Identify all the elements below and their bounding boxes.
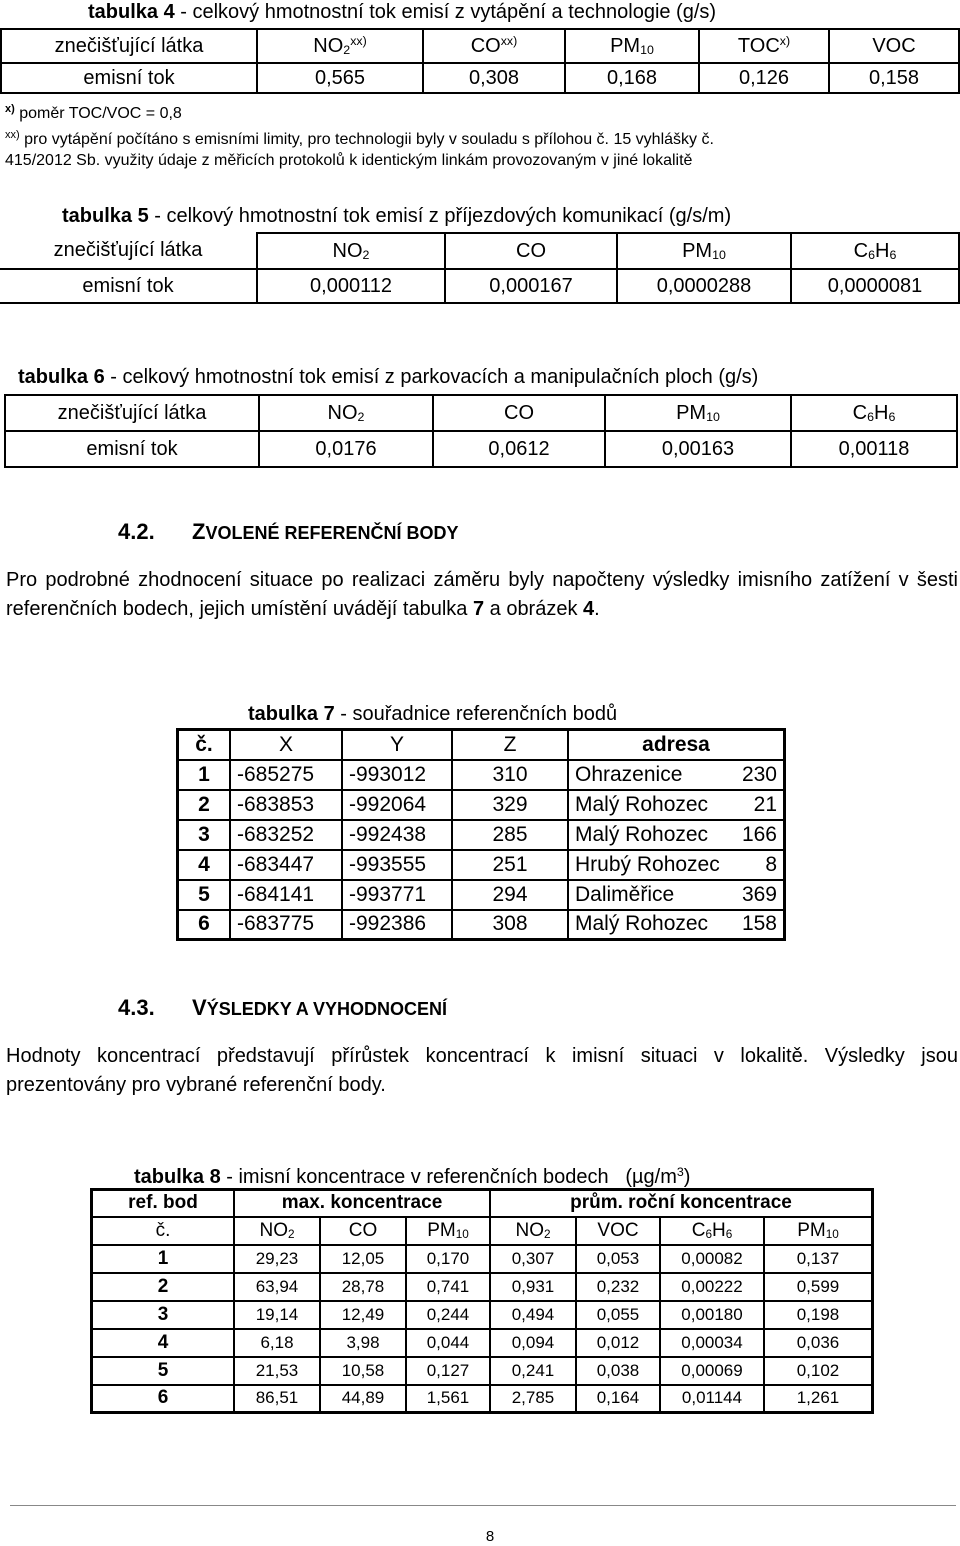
table8-cell: 0,055 bbox=[576, 1301, 660, 1329]
table7-cell: Hrubý Rohozec bbox=[568, 850, 737, 880]
table5-value-row bbox=[0, 269, 959, 303]
table4-cell: 0,308 bbox=[423, 63, 565, 93]
table8-cell: 0,741 bbox=[406, 1273, 490, 1301]
table5-row-header: znečišťující látka bbox=[0, 233, 257, 269]
table8-cell: 6,18 bbox=[234, 1329, 320, 1357]
table8-cell: 28,78 bbox=[320, 1273, 406, 1301]
table6-row-header: znečišťující látka bbox=[5, 395, 259, 431]
table6-caption bbox=[18, 365, 758, 389]
table8-caption-text: - imisní koncentrace v referenčních bodech (µg/m bbox=[220, 1165, 677, 1188]
section-4-3-heading: 4.3. VÝSLEDKY A VYHODNOCENÍ bbox=[118, 995, 448, 1020]
section-number: 4.2. bbox=[118, 519, 155, 544]
table8-cell: 0,00082 bbox=[660, 1245, 764, 1273]
table8-row bbox=[92, 1357, 873, 1385]
table7-cell: 1 bbox=[178, 760, 231, 790]
table8-cell: 0,012 bbox=[576, 1329, 660, 1357]
table7-row bbox=[178, 760, 785, 790]
table5-col-c6h6: $C_6H_6$ bbox=[791, 233, 959, 269]
table6-cell: 0,00163 bbox=[605, 431, 791, 467]
table4-col-pm10: $PM_{10}$ bbox=[565, 29, 699, 63]
table5-col-co: CO bbox=[445, 233, 617, 269]
table8-cell: 0,127 bbox=[406, 1357, 490, 1385]
page-number: 8 bbox=[485, 1528, 495, 1545]
table8-cell: 0,170 bbox=[406, 1245, 490, 1273]
table7-header-row bbox=[178, 730, 785, 760]
table7-cell: -683775 bbox=[230, 910, 342, 940]
table8-subheader: $NO_2$ bbox=[234, 1217, 320, 1245]
table8-subheader: VOC bbox=[576, 1217, 660, 1245]
table8-header-avg: prům. roční koncentrace bbox=[490, 1190, 873, 1217]
table8-cell: 0,044 bbox=[406, 1329, 490, 1357]
table4-col-voc: VOC bbox=[829, 29, 959, 63]
table8-cell: 0,102 bbox=[764, 1357, 873, 1385]
table8-header-row-1 bbox=[92, 1190, 873, 1217]
table6-col-no2: $NO_2$ bbox=[259, 395, 433, 431]
table7-header: adresa bbox=[568, 730, 785, 760]
table8-cell: 0,244 bbox=[406, 1301, 490, 1329]
table5-caption bbox=[62, 204, 731, 228]
table7-header: Z bbox=[452, 730, 568, 760]
table8-cell: 0,494 bbox=[490, 1301, 576, 1329]
table7-cell: 21 bbox=[737, 790, 784, 820]
table8-cell: 6 bbox=[92, 1385, 235, 1413]
table8-cell: 0,01144 bbox=[660, 1385, 764, 1413]
table7-cell: -992064 bbox=[342, 790, 452, 820]
table5-cell: 0,0000288 bbox=[617, 269, 791, 303]
table7-cell: 4 bbox=[178, 850, 231, 880]
table7-cell: 2 bbox=[178, 790, 231, 820]
table4-caption-label: tabulka 4 bbox=[88, 1, 175, 23]
table7-cell: 285 bbox=[452, 820, 568, 850]
table8-subheader: CO bbox=[320, 1217, 406, 1245]
table8-row bbox=[92, 1245, 873, 1273]
table8-row bbox=[92, 1329, 873, 1357]
table8-cell: 0,198 bbox=[764, 1301, 873, 1329]
table4-row-label: emisní tok bbox=[1, 63, 257, 93]
table8-header-row-2 bbox=[92, 1217, 873, 1245]
table7-row bbox=[178, 850, 785, 880]
table8-cell: 19,14 bbox=[234, 1301, 320, 1329]
table4-cell: 0,158 bbox=[829, 63, 959, 93]
table4 bbox=[0, 28, 960, 94]
table7-cell: -993555 bbox=[342, 850, 452, 880]
table8-cell: 0,094 bbox=[490, 1329, 576, 1357]
table6 bbox=[4, 394, 958, 468]
table8-cell: 5 bbox=[92, 1357, 235, 1385]
table8-cell: 0,307 bbox=[490, 1245, 576, 1273]
table8-cell: 0,036 bbox=[764, 1329, 873, 1357]
table5-col-pm10: $PM_{10}$ bbox=[617, 233, 791, 269]
table8-cell: 0,931 bbox=[490, 1273, 576, 1301]
table5-row-label: emisní tok bbox=[0, 269, 257, 303]
table8-cell: 63,94 bbox=[234, 1273, 320, 1301]
table5-header-row bbox=[0, 233, 959, 269]
table8-cell: 12,49 bbox=[320, 1301, 406, 1329]
table7-cell: 369 bbox=[737, 880, 784, 910]
table7-cell: Daliměřice bbox=[568, 880, 737, 910]
section-4-2-heading: 4.2. ZVOLENÉ REFERENČNÍ BODY bbox=[118, 519, 459, 544]
table7-row bbox=[178, 910, 785, 940]
table7-cell: 8 bbox=[737, 850, 784, 880]
table7-cell: -685275 bbox=[230, 760, 342, 790]
table8-row bbox=[92, 1301, 873, 1329]
table8-row bbox=[92, 1385, 873, 1413]
table6-cell: 0,0612 bbox=[433, 431, 605, 467]
table4-cell: 0,126 bbox=[699, 63, 829, 93]
table8-cell: 3 bbox=[92, 1301, 235, 1329]
table8-cell: 2,785 bbox=[490, 1385, 576, 1413]
table8-cell: 0,00069 bbox=[660, 1357, 764, 1385]
table8-cell: 0,00034 bbox=[660, 1329, 764, 1357]
table4-note3: 415/2012 Sb. využity údaje z měřicích protokolů k identickým linkám provozovaným v jiné lokalitě bbox=[5, 152, 693, 169]
table7-cell: 6 bbox=[178, 910, 231, 940]
section-4-2-paragraph: Pro podrobné zhodnocení situace po realizaci záměru byly napočteny výsledky imisního zatížení v šesti referenčních bodech, jejich umístění uvádějí tabulka 7 a obrázek 4. bbox=[6, 569, 958, 620]
table7-cell: 166 bbox=[737, 820, 784, 850]
table8-row bbox=[92, 1273, 873, 1301]
table7-cell: Malý Rohozec bbox=[568, 820, 737, 850]
table8-cell: 0,232 bbox=[576, 1273, 660, 1301]
table7-caption bbox=[248, 702, 617, 726]
table8-subheader: $PM_{10}$ bbox=[406, 1217, 490, 1245]
table8-caption: tabulka 8 - imisní koncentrace v referenčních bodech $(\mu g/m^3)$ bbox=[134, 1165, 691, 1188]
table8-caption-label: tabulka 8 bbox=[134, 1165, 221, 1188]
table7-cell: 5 bbox=[178, 880, 231, 910]
table7-cell: -992386 bbox=[342, 910, 452, 940]
table7-cell: -993012 bbox=[342, 760, 452, 790]
table7-cell: 3 bbox=[178, 820, 231, 850]
table8-cell: 1 bbox=[92, 1245, 235, 1273]
table8-cell: 1,261 bbox=[764, 1385, 873, 1413]
table6-caption-label: tabulka 6 bbox=[18, 366, 105, 388]
table5-col-no2: $NO_2$ bbox=[257, 233, 445, 269]
table4-note1: $^{x)}$ poměr TOC/VOC = 0,8 bbox=[5, 103, 182, 123]
table7-header: č. bbox=[178, 730, 231, 760]
table7-cell: -683252 bbox=[230, 820, 342, 850]
table8-cell: 0,599 bbox=[764, 1273, 873, 1301]
table4-col-toc: TOC$^{x)}$ bbox=[699, 29, 829, 63]
table5-caption-text: - celkový hmotnostní tok emisí z příjezdových komunikací (g/s/m) bbox=[148, 205, 732, 227]
footer-rule bbox=[10, 1505, 956, 1506]
table7-cell: 308 bbox=[452, 910, 568, 940]
table5-cell: 0,000112 bbox=[257, 269, 445, 303]
table4-cell: 0,565 bbox=[257, 63, 423, 93]
table6-value-row bbox=[5, 431, 957, 467]
table8-header-max: max. koncentrace bbox=[234, 1190, 490, 1217]
table5 bbox=[0, 232, 960, 304]
table7-row bbox=[178, 820, 785, 850]
table7-cell: -684141 bbox=[230, 880, 342, 910]
table7-caption-text: - souřadnice referenčních bodů bbox=[334, 703, 618, 725]
table7-cell: -992438 bbox=[342, 820, 452, 850]
table6-cell: 0,0176 bbox=[259, 431, 433, 467]
table8-header-refbod: ref. bod bbox=[92, 1190, 235, 1217]
table5-cell: 0,0000081 bbox=[791, 269, 959, 303]
table4-row-header: znečišťující látka bbox=[1, 29, 257, 63]
table7-cell: 251 bbox=[452, 850, 568, 880]
table6-cell: 0,00118 bbox=[791, 431, 957, 467]
table7-cell: Malý Rohozec bbox=[568, 910, 737, 940]
table8-cell: 21,53 bbox=[234, 1357, 320, 1385]
table8-subheader: č. bbox=[92, 1217, 235, 1245]
table7-cell: -993771 bbox=[342, 880, 452, 910]
table7-cell: 230 bbox=[737, 760, 784, 790]
table4-caption-text: - celkový hmotnostní tok emisí z vytápění a technologie (g/s) bbox=[174, 1, 717, 23]
table7-cell: 158 bbox=[737, 910, 784, 940]
table8-cell: 86,51 bbox=[234, 1385, 320, 1413]
table7-row bbox=[178, 880, 785, 910]
table7-header: X bbox=[230, 730, 342, 760]
table8-cell: 44,89 bbox=[320, 1385, 406, 1413]
table8-cell: 2 bbox=[92, 1273, 235, 1301]
table7-cell: Ohrazenice bbox=[568, 760, 737, 790]
table8-cell: 0,038 bbox=[576, 1357, 660, 1385]
table4-header-row bbox=[1, 29, 959, 63]
section-4-3-paragraph: Hodnoty koncentrací představují přírůstek koncentrací k imisní situaci v lokalitě. Výsledky jsou prezentovány pro vybrané referenční body. bbox=[6, 1045, 958, 1096]
table7-cell: 329 bbox=[452, 790, 568, 820]
table8-cell: 3,98 bbox=[320, 1329, 406, 1357]
table8-subheader: $PM_{10}$ bbox=[764, 1217, 873, 1245]
table5-caption-label: tabulka 5 bbox=[62, 205, 149, 227]
table4-caption bbox=[88, 0, 716, 24]
table8-cell: 0,137 bbox=[764, 1245, 873, 1273]
table8-cell: 4 bbox=[92, 1329, 235, 1357]
table8-cell: 10,58 bbox=[320, 1357, 406, 1385]
table8-cell: 12,05 bbox=[320, 1245, 406, 1273]
table6-header-row bbox=[5, 395, 957, 431]
table8-subheader: $C_6H_6$ bbox=[660, 1217, 764, 1245]
table4-value-row bbox=[1, 63, 959, 93]
table5-cell: 0,000167 bbox=[445, 269, 617, 303]
table7-header: Y bbox=[342, 730, 452, 760]
table7-cell: 294 bbox=[452, 880, 568, 910]
table8-cell: 0,241 bbox=[490, 1357, 576, 1385]
table6-col-pm10: $PM_{10}$ bbox=[605, 395, 791, 431]
table7-cell: -683447 bbox=[230, 850, 342, 880]
table4-col-no2: $NO_2^{xx)}$ bbox=[257, 29, 423, 63]
table8-cell: 0,164 bbox=[576, 1385, 660, 1413]
table4-cell: 0,168 bbox=[565, 63, 699, 93]
table8-subheader: $NO_2$ bbox=[490, 1217, 576, 1245]
table4-col-co: CO$^{xx)}$ bbox=[423, 29, 565, 63]
table4-note2: $^{xx)}$ pro vytápění počítáno s emisními limity, pro technologii byly v souladu s přílohou č. 15 vyhlášky č. bbox=[5, 129, 714, 149]
table8-cell: 0,00222 bbox=[660, 1273, 764, 1301]
table8-cell: 0,053 bbox=[576, 1245, 660, 1273]
table6-caption-text: - celkový hmotnostní tok emisí z parkovacích a manipulačních ploch (g/s) bbox=[104, 366, 759, 388]
table6-row-label: emisní tok bbox=[5, 431, 259, 467]
section-number: 4.3. bbox=[118, 995, 155, 1020]
table8-cell: 1,561 bbox=[406, 1385, 490, 1413]
table7-caption-label: tabulka 7 bbox=[248, 703, 335, 725]
table8-cell: 0,00180 bbox=[660, 1301, 764, 1329]
table7-row bbox=[178, 790, 785, 820]
table6-col-co: CO bbox=[433, 395, 605, 431]
table6-col-c6h6: $C_6H_6$ bbox=[791, 395, 957, 431]
table7-cell: -683853 bbox=[230, 790, 342, 820]
table7-cell: Malý Rohozec bbox=[568, 790, 737, 820]
table7-cell: 310 bbox=[452, 760, 568, 790]
table8-cell: 29,23 bbox=[234, 1245, 320, 1273]
table8 bbox=[90, 1188, 874, 1414]
table7 bbox=[176, 728, 786, 941]
